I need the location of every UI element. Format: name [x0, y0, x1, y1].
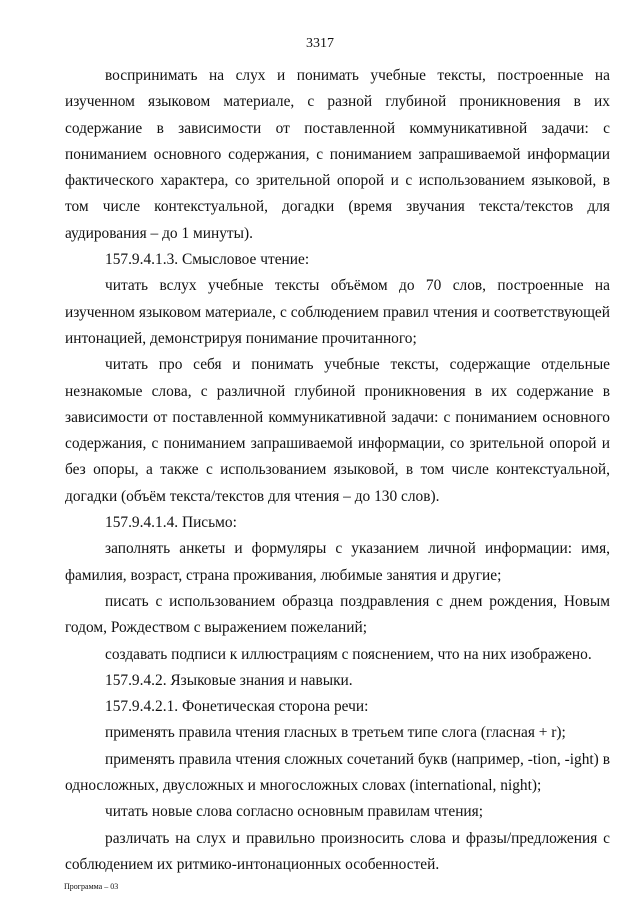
heading-language-knowledge: 157.9.4.2. Языковые знания и навыки. — [105, 671, 353, 689]
paragraph-captions: создавать подписи к иллюстрациям с пояснением, что на них изображено. — [105, 645, 592, 663]
paragraph-listening-skills: воспринимать на слух и понимать учебные тексты, построенные на изученном языковом материале, с разной глубиной проникновения в их содержание в зависимости от поставленной коммуникативной задачи: с пониманием основного содержания, с пониманием запрашиваемой информации фактического характера, со зрительной опорой и с использованием языковой, в том числе контекстуальной, догадки (время звучания текста/текстов для аудирования – до 1 минуты). — [65, 67, 610, 242]
heading-writing: 157.9.4.1.4. Письмо: — [105, 514, 237, 532]
paragraph-write-greetings: писать с использованием образца поздравления с днем рождения, Новым годом, Рождеством с выражением пожеланий; — [65, 592, 610, 637]
paragraph-vowel-rules: применять правила чтения гласных в третьем типе слога (гласная + r); — [105, 724, 566, 742]
heading-phonetics: 157.9.4.2.1. Фонетическая сторона речи: — [105, 698, 369, 716]
paragraph-read-aloud: читать вслух учебные тексты объёмом до 70 слов, построенные на изученном языковом материале, с соблюдением правил чтения и соответствующей интонацией, демонстрируя понимание прочитанного; — [65, 277, 610, 347]
document-body — [65, 63, 610, 878]
paragraph-intonation: различать на слух и правильно произносить слова и фразы/предложения с соблюдением их ритмико-интонационных особенностей. — [65, 829, 610, 873]
paragraph-new-words: читать новые слова согласно основным правилам чтения; — [105, 803, 484, 821]
paragraph-fill-forms: заполнять анкеты и формуляры с указанием личной информации: имя, фамилия, возраст, страна проживания, любимые занятия и другие; — [65, 540, 610, 584]
heading-semantic-reading: 157.9.4.1.3. Смысловое чтение: — [105, 251, 310, 269]
footer-label: Программа – 03 — [64, 882, 119, 891]
page-number: 3317 — [306, 36, 334, 51]
paragraph-letter-combinations: применять правила чтения сложных сочетаний букв (например, -tion, -ight) в односложных, двусложных и многосложных словах (international, night); — [65, 750, 610, 795]
paragraph-silent-reading: читать про себя и понимать учебные тексты, содержащие отдельные незнакомые слова, с различной глубиной проникновения в их содержание в зависимости от поставленной коммуникативной задачи: с пониманием основного содержания, с пониманием запрашиваемой информации, со зрительной опорой и без опоры, а также с использованием языковой, в том числе контекстуальной, догадки (объём текста/текстов для чтения – до 130 слов). — [65, 356, 610, 505]
